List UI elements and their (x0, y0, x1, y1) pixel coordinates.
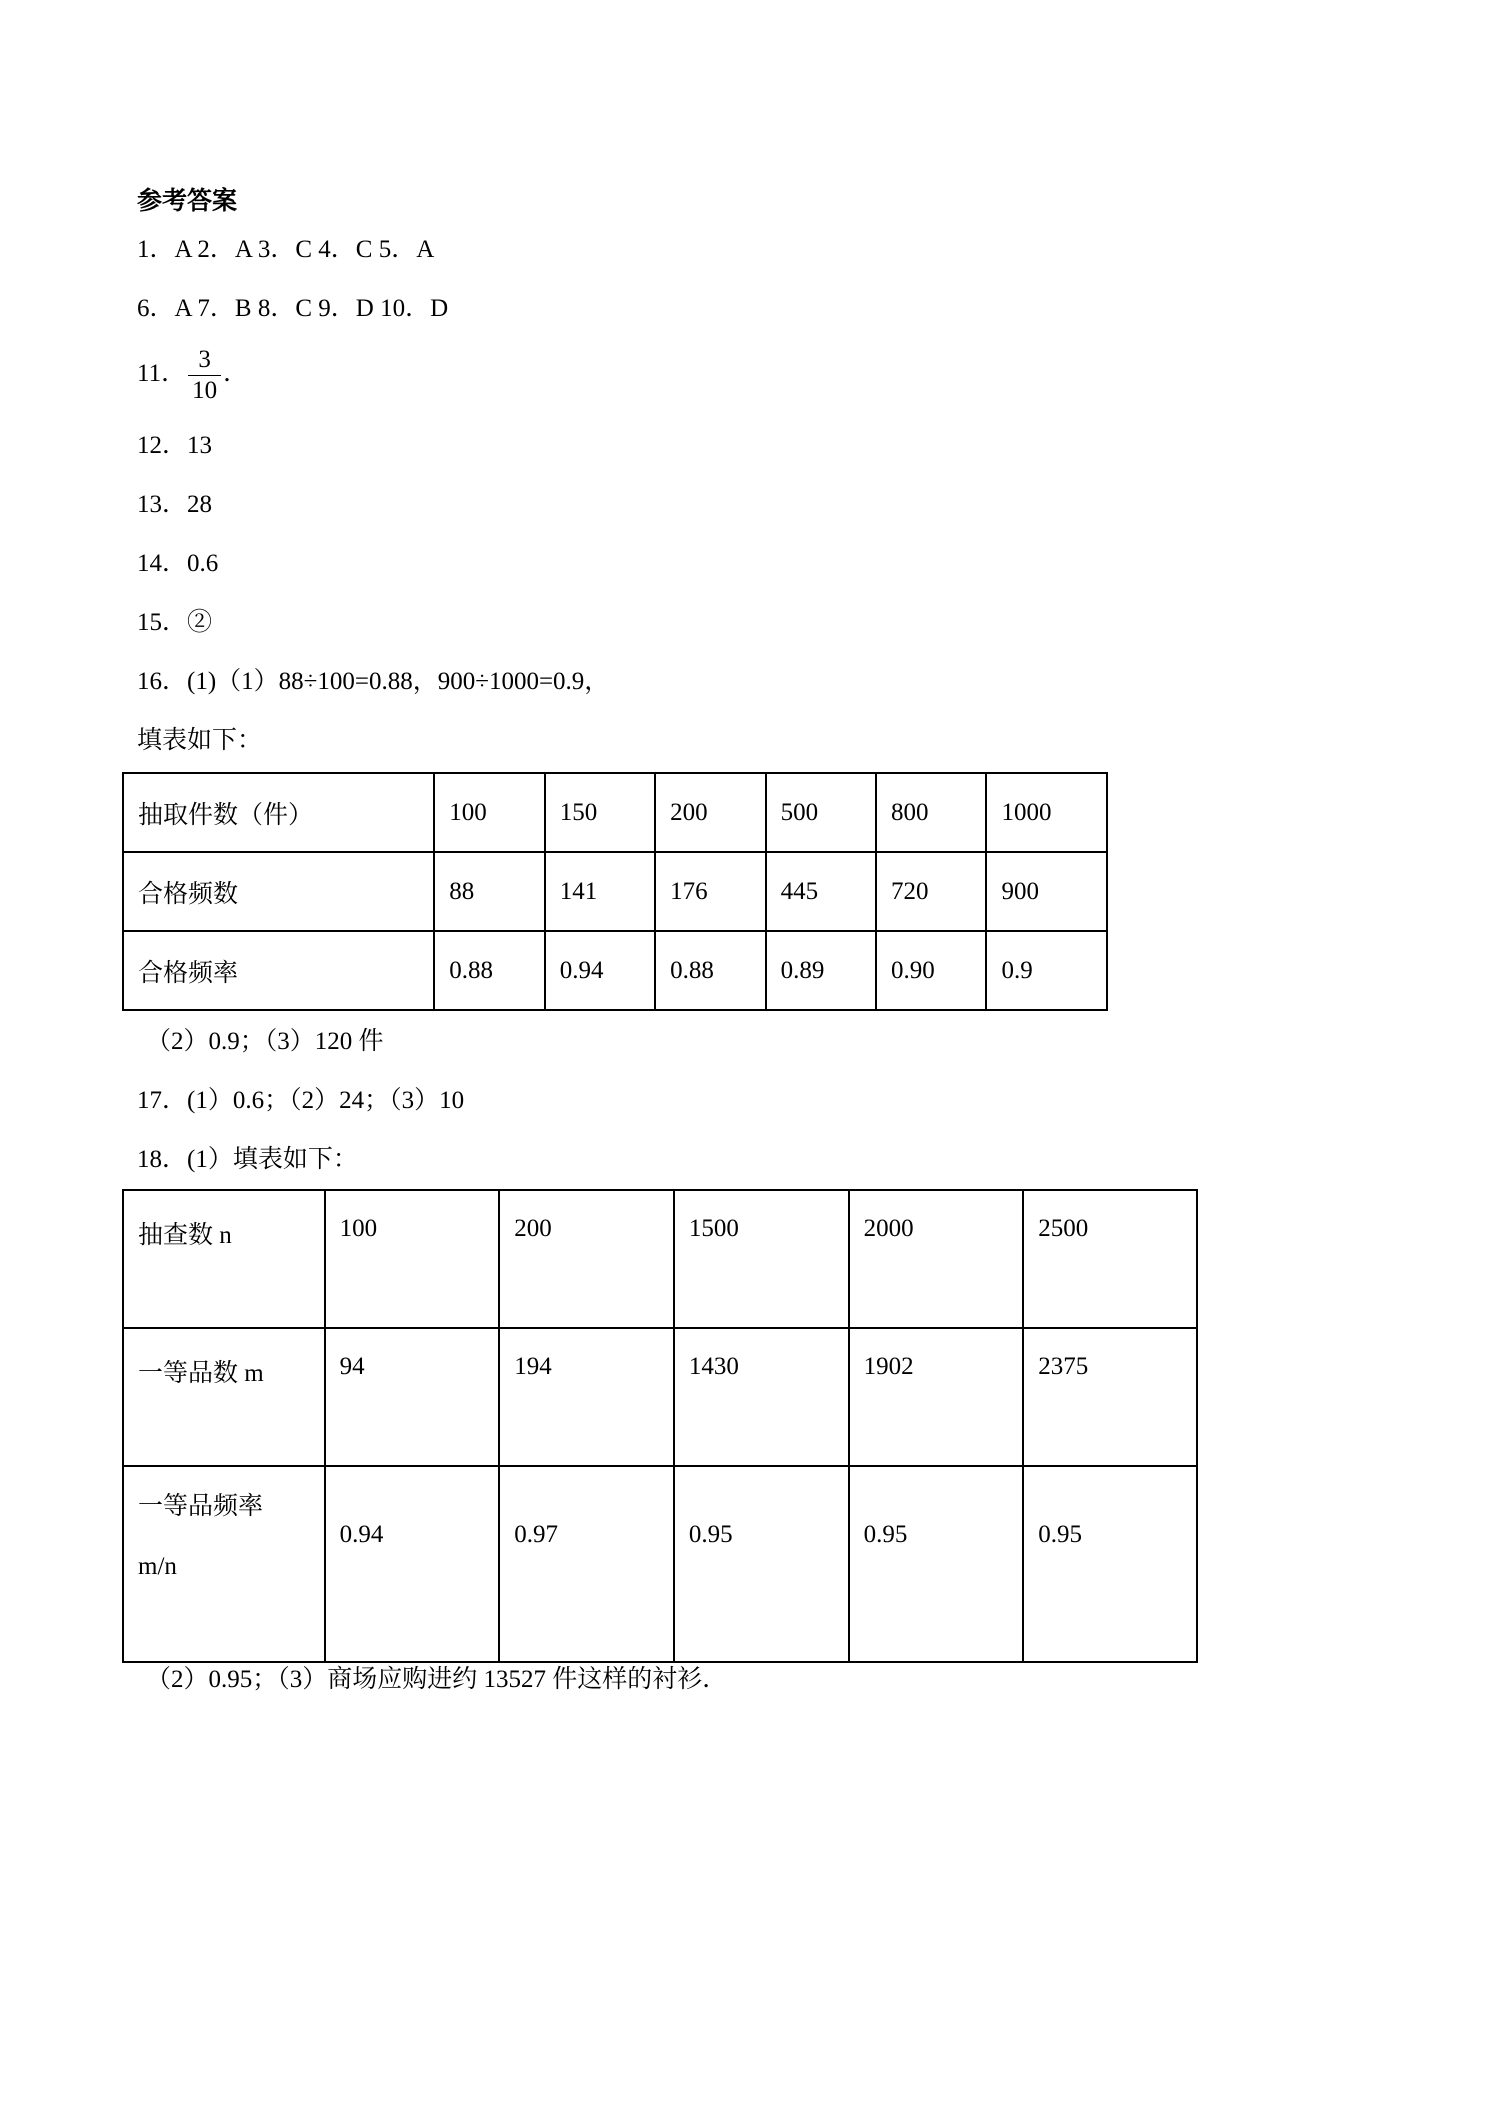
table-cell: 150 (545, 773, 655, 852)
table-cell: 0.90 (876, 931, 986, 1010)
answer-line-18: 18．(1）填表如下： (137, 1146, 358, 1173)
table-cell: 0.95 (849, 1466, 1024, 1662)
table-row (123, 931, 1107, 1010)
answer-line-16-fill: 填表如下： (137, 727, 263, 754)
table-cell: 88 (434, 852, 544, 931)
table-cell: 合格频数 (123, 852, 434, 931)
fraction-denominator: 10 (188, 375, 221, 406)
answer-11-suffix: ． (223, 360, 249, 387)
answer-line-11 (137, 344, 248, 406)
table-row (123, 1466, 1197, 1662)
answer-line-6-10: 6．A 7．B 8．C 9．D 10．D (137, 295, 449, 322)
table-cell: 1902 (849, 1328, 1024, 1466)
table-cell: 0.89 (766, 931, 876, 1010)
table-row (123, 773, 1107, 852)
row-label-line-1: 一等品频率 (138, 1493, 264, 1520)
table-cell: 2000 (849, 1190, 1024, 1328)
frequency-table-2 (122, 1189, 1198, 1663)
answer-line-13: 13．28 (137, 491, 213, 518)
table-cell: 176 (655, 852, 765, 931)
answer-line-14: 14．0.6 (137, 550, 219, 577)
table-cell: 720 (876, 852, 986, 931)
answer-line-17: 17．(1）0.6；（2）24；（3）10 (137, 1087, 465, 1114)
table-cell: 1000 (986, 773, 1107, 852)
page-title: 参考答案 (137, 186, 238, 215)
fraction-numerator: 3 (198, 345, 211, 373)
table-row (123, 1328, 1197, 1466)
table-cell: 0.88 (655, 931, 765, 1010)
row-label-line-2: m/n (138, 1553, 177, 1580)
table-cell: 一等品数 m (123, 1328, 325, 1466)
table-cell (123, 1466, 325, 1662)
answer-11-prefix: 11． (137, 360, 187, 387)
answer-line-15: 15．② (137, 609, 213, 636)
table-cell: 0.94 (545, 931, 655, 1010)
table-cell: 100 (325, 1190, 500, 1328)
fraction (188, 345, 221, 406)
table-row (123, 1190, 1197, 1328)
table-cell: 0.97 (499, 1466, 674, 1662)
table-cell: 0.88 (434, 931, 544, 1010)
answer-line-12: 12．13 (137, 432, 213, 459)
table-cell: 94 (325, 1328, 500, 1466)
table-cell: 200 (499, 1190, 674, 1328)
table-cell: 800 (876, 773, 986, 852)
answer-line-16-result: （2）0.9；（3）120 件 (146, 1028, 384, 1055)
answer-line-16: 16．(1)（1）88÷100=0.88，900÷1000=0.9， (137, 668, 610, 695)
table-cell: 100 (434, 773, 544, 852)
table-cell: 0.95 (674, 1466, 849, 1662)
table-cell: 0.95 (1023, 1466, 1197, 1662)
table-cell: 200 (655, 773, 765, 852)
table-cell: 2375 (1023, 1328, 1197, 1466)
table-cell: 合格频率 (123, 931, 434, 1010)
table-cell: 2500 (1023, 1190, 1197, 1328)
answer-line-18-result: （2）0.95；（3）商场应购进约 13527 件这样的衬衫． (146, 1666, 728, 1693)
table-cell: 0.9 (986, 931, 1107, 1010)
table-cell: 0.94 (325, 1466, 500, 1662)
answer-line-1-5: 1．A 2．A 3．C 4．C 5．A (137, 236, 435, 263)
table-cell: 194 (499, 1328, 674, 1466)
table-cell: 445 (766, 852, 876, 931)
table-cell: 1500 (674, 1190, 849, 1328)
table-row (123, 852, 1107, 931)
table-cell: 1430 (674, 1328, 849, 1466)
table-cell: 500 (766, 773, 876, 852)
table-cell: 141 (545, 852, 655, 931)
table-cell: 抽取件数（件） (123, 773, 434, 852)
frequency-table-1 (122, 772, 1108, 1011)
table-cell: 抽查数 n (123, 1190, 325, 1328)
table-cell: 900 (986, 852, 1107, 931)
